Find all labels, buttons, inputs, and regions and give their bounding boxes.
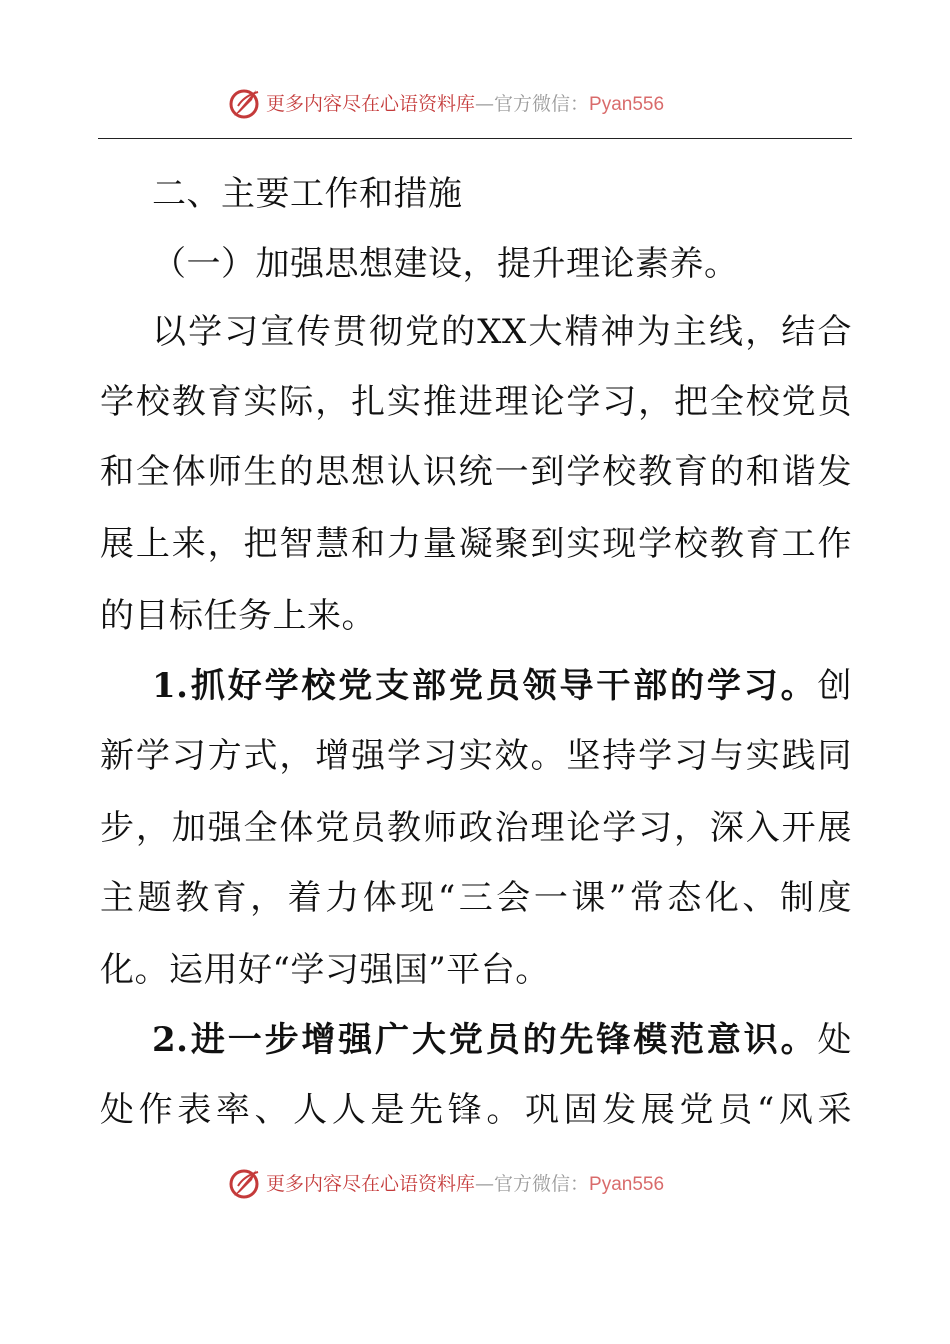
item1-title: 1.抓好学校党支部党员领导干部的学习。: [152, 666, 818, 706]
item2-title: 2.进一步增强广大党员的先锋模范意识。: [152, 1020, 818, 1060]
paragraph-line: 化。运用好“学习强国”平台。: [100, 950, 550, 990]
item2-first-line: [152, 1020, 852, 1060]
header-divider: [98, 138, 852, 139]
watermark-text: [266, 1172, 664, 1197]
section-heading: 二、主要工作和措施: [152, 174, 463, 214]
watermark-wechat-id: Pyan556: [589, 94, 665, 115]
watermark-text: [266, 92, 664, 117]
paragraph-line: 步，加强全体党员教师政治理论学习，深入开展: [100, 808, 852, 848]
item1-first-line: [152, 666, 852, 706]
item1-lead-char: 创: [817, 666, 852, 706]
watermark-gray-text: —官方微信：: [475, 93, 590, 115]
paragraph-line: 的目标任务上来。: [100, 596, 376, 636]
paragraph-line: 处作表率、人人是先锋。巩固发展党员“风采: [100, 1090, 852, 1130]
watermark-red-text: 更多内容尽在心语资料库: [266, 93, 476, 115]
paragraph-line: 学校教育实际，扎实推进理论学习，把全校党员: [100, 382, 852, 422]
item2-lead-char: 处: [817, 1020, 852, 1060]
watermark-wechat-id: Pyan556: [589, 1174, 665, 1195]
footer-watermark: [0, 1164, 950, 1204]
paragraph-line: 新学习方式，增强学习实效。坚持学习与实践同: [100, 736, 852, 776]
subsection-heading: （一）加强思想建设，提升理论素养。: [152, 244, 739, 284]
paragraph-line: 展上来，把智慧和力量凝聚到实现学校教育工作: [100, 524, 852, 564]
header-watermark: [0, 84, 950, 124]
paragraph-line: 主题教育，着力体现“三会一课”常态化、制度: [100, 878, 852, 918]
quill-logo-icon: [228, 1166, 262, 1200]
paragraph-line: 和全体师生的思想认识统一到学校教育的和谐发: [100, 452, 852, 492]
watermark-red-text: 更多内容尽在心语资料库: [266, 1173, 476, 1195]
paragraph-line: 以学习宣传贯彻党的XX大精神为主线，结合: [152, 312, 852, 352]
quill-logo-icon: [228, 86, 262, 120]
watermark-gray-text: —官方微信：: [475, 1173, 590, 1195]
